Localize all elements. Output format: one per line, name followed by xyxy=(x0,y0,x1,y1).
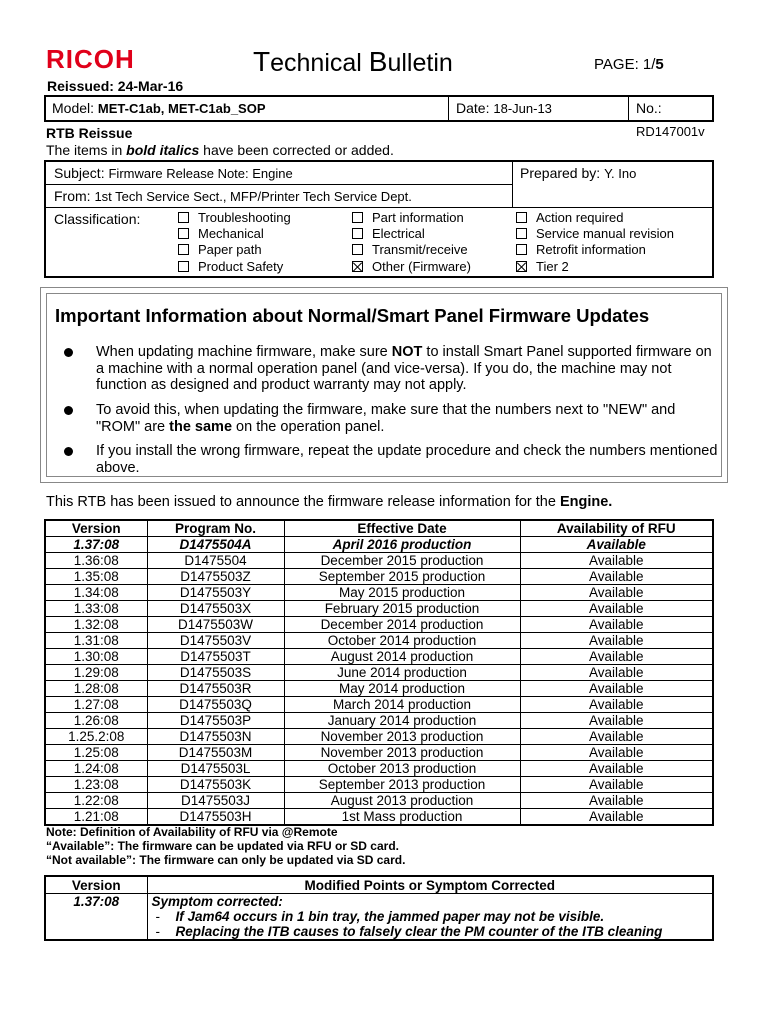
availability-cell: Available xyxy=(520,745,713,761)
version-cell: 1.37:08 xyxy=(45,894,147,941)
number-label: No.: xyxy=(636,100,662,116)
checkbox-label: Retrofit information xyxy=(536,242,646,257)
rfu-note-not-available: “Not available”: The firmware can only be updated via SD card. xyxy=(46,853,406,867)
checkbox-electrical[interactable] xyxy=(352,226,425,242)
effective-date-cell: August 2013 production xyxy=(284,793,520,809)
column-header: Availability of RFU xyxy=(520,520,713,537)
availability-cell: Available xyxy=(520,585,713,601)
effective-date-cell: September 2013 production xyxy=(284,777,520,793)
checkbox-action-required[interactable] xyxy=(516,210,623,226)
rtb-intro xyxy=(46,494,612,510)
version-cell: 1.25.2:08 xyxy=(45,729,147,745)
program-no-cell: D1475503R xyxy=(147,681,284,697)
checkbox-product-safety[interactable] xyxy=(178,259,283,275)
program-no-cell: D1475503T xyxy=(147,649,284,665)
availability-cell: Available xyxy=(520,649,713,665)
checkbox-label: Tier 2 xyxy=(536,259,569,274)
availability-cell: Available xyxy=(520,681,713,697)
date-value: 18-Jun-13 xyxy=(493,101,552,116)
table-row xyxy=(45,761,713,777)
bullet-item-1 xyxy=(64,344,714,396)
checkbox-icon xyxy=(352,244,363,255)
symptom-item xyxy=(152,909,709,924)
from-label: From: xyxy=(54,188,95,204)
checkbox-icon xyxy=(516,244,527,255)
checkbox-icon xyxy=(352,212,363,223)
table-row xyxy=(45,617,713,633)
checkbox-transmit-receive[interactable] xyxy=(352,242,468,258)
version-cell: 1.35:08 xyxy=(45,569,147,585)
document-title xyxy=(253,46,453,78)
checkbox-label: Mechanical xyxy=(198,226,264,241)
effective-date-cell: August 2014 production xyxy=(284,649,520,665)
bullet-text: to install Smart Panel supported firmware on a machine with a normal operation panel (and vice-versa). If you do, the machine may not function as designed and product warranty may not apply. xyxy=(96,344,712,393)
availability-cell: Available xyxy=(520,665,713,681)
version-cell: 1.26:08 xyxy=(45,713,147,729)
table-row xyxy=(45,809,713,826)
checkbox-label: Product Safety xyxy=(198,259,284,274)
important-heading: Important Information about Normal/Smart Panel Firmware Updates xyxy=(55,305,650,326)
availability-cell: Available xyxy=(520,777,713,793)
page-number xyxy=(594,56,664,73)
rfu-note-available: “Available”: The firmware can be updated via RFU or SD card. xyxy=(46,839,399,853)
version-cell: 1.28:08 xyxy=(45,681,147,697)
effective-date-cell: November 2013 production xyxy=(284,745,520,761)
effective-date-cell: April 2016 production xyxy=(284,537,520,553)
reissued-date: Reissued: 24-Mar-16 xyxy=(47,78,184,94)
column-header: Modified Points or Symptom Corrected xyxy=(147,876,713,894)
column-header: Effective Date xyxy=(284,520,520,537)
effective-date-cell: October 2013 production xyxy=(284,761,520,777)
effective-date-cell: November 2013 production xyxy=(284,729,520,745)
availability-cell: Available xyxy=(520,553,713,569)
subject-line xyxy=(54,165,293,181)
version-cell: 1.32:08 xyxy=(45,617,147,633)
number-value: RD147001v xyxy=(636,124,705,139)
intro-bold: Engine. xyxy=(559,494,613,510)
note-bold-italics: bold italics xyxy=(126,142,200,158)
table-row xyxy=(45,681,713,697)
program-no-cell: D1475503N xyxy=(147,729,284,745)
table-header-row xyxy=(45,520,713,537)
checkbox-other-firmware[interactable] xyxy=(352,259,471,275)
availability-cell: Available xyxy=(520,601,713,617)
version-cell: 1.29:08 xyxy=(45,665,147,681)
effective-date-cell: March 2014 production xyxy=(284,697,520,713)
version-table xyxy=(44,519,714,826)
version-cell: 1.34:08 xyxy=(45,585,147,601)
checkbox-label: Troubleshooting xyxy=(198,210,291,225)
version-cell: 1.25:08 xyxy=(45,745,147,761)
availability-cell: Available xyxy=(520,809,713,826)
checkbox-icon xyxy=(178,244,189,255)
checked-box-icon xyxy=(516,261,527,272)
subject-box xyxy=(44,160,714,278)
availability-cell: Available xyxy=(520,537,713,553)
program-no-cell: D1475503K xyxy=(147,777,284,793)
symptom-item xyxy=(152,924,709,939)
version-cell: 1.24:08 xyxy=(45,761,147,777)
availability-cell: Available xyxy=(520,617,713,633)
effective-date-cell: December 2015 production xyxy=(284,553,520,569)
model-value: MET-C1ab, MET-C1ab_SOP xyxy=(97,101,266,116)
checkbox-icon xyxy=(178,261,189,272)
effective-date-cell: September 2015 production xyxy=(284,569,520,585)
checkbox-troubleshooting[interactable] xyxy=(178,210,291,226)
version-cell: 1.30:08 xyxy=(45,649,147,665)
title-initial-t: T xyxy=(253,46,271,77)
table-row xyxy=(45,665,713,681)
table-row xyxy=(45,585,713,601)
availability-cell: Available xyxy=(520,569,713,585)
checkbox-paper-path[interactable] xyxy=(178,242,262,258)
column-header: Version xyxy=(45,520,147,537)
bullet-text: on the operation panel. xyxy=(232,418,385,435)
bullet-bold: the same xyxy=(169,418,233,435)
table-row xyxy=(45,713,713,729)
effective-date-cell: June 2014 production xyxy=(284,665,520,681)
subject-label: Subject: xyxy=(54,165,109,181)
column-header: Program No. xyxy=(147,520,284,537)
prepared-by xyxy=(520,165,636,181)
modified-points-table xyxy=(44,875,714,941)
title-initial-b: B xyxy=(368,46,388,77)
effective-date-cell: December 2014 production xyxy=(284,617,520,633)
availability-cell: Available xyxy=(520,697,713,713)
from-value: 1st Tech Service Sect., MFP/Printer Tech Service Dept. xyxy=(94,189,412,204)
table-row xyxy=(45,569,713,585)
bullet-text: If you install the wrong firmware, repeat the update procedure and check the numbers mentioned above. xyxy=(96,443,718,476)
table-row xyxy=(45,553,713,569)
availability-cell: Available xyxy=(520,633,713,649)
program-no-cell: D1475503L xyxy=(147,761,284,777)
date-label: Date: xyxy=(456,100,494,116)
version-cell: 1.31:08 xyxy=(45,633,147,649)
program-no-cell: D1475504 xyxy=(147,553,284,569)
version-cell: 1.37:08 xyxy=(45,537,147,553)
table-header-row xyxy=(45,876,713,894)
table-row xyxy=(45,697,713,713)
symptom-title: Symptom corrected: xyxy=(151,894,283,909)
table-row xyxy=(45,745,713,761)
page-total: 5 xyxy=(655,56,664,73)
checkbox-mechanical[interactable] xyxy=(178,226,264,242)
version-cell: 1.21:08 xyxy=(45,809,147,826)
checkbox-icon xyxy=(352,228,363,239)
symptom-text: If Jam64 occurs in 1 bin tray, the jammed paper may not be visible. xyxy=(175,909,605,924)
bullet-text: When updating machine firmware, make sure xyxy=(96,344,392,360)
program-no-cell: D1475503P xyxy=(147,713,284,729)
checkbox-label: Other (Firmware) xyxy=(372,259,471,274)
intro-text: This RTB has been issued to announce the firmware release information for the xyxy=(46,494,560,510)
classification-label: Classification: xyxy=(54,211,141,227)
ricoh-logo: RICOH xyxy=(46,44,135,74)
availability-cell: Available xyxy=(520,713,713,729)
table-row xyxy=(45,729,713,745)
availability-cell: Available xyxy=(520,793,713,809)
note-prefix: The items in xyxy=(46,142,127,158)
title-part-1: echnical xyxy=(270,49,369,77)
checkbox-label: Action required xyxy=(536,210,624,225)
availability-cell: Available xyxy=(520,761,713,777)
program-no-cell: D1475503V xyxy=(147,633,284,649)
checkbox-part-information[interactable] xyxy=(352,210,464,226)
checkbox-tier-2[interactable] xyxy=(516,259,569,275)
version-cell: 1.27:08 xyxy=(45,697,147,713)
bold-italics-note xyxy=(46,142,394,158)
bullet-icon xyxy=(64,348,73,357)
checked-box-icon xyxy=(352,261,363,272)
bullet-item-2 xyxy=(64,402,714,436)
symptom-cell xyxy=(147,894,713,941)
symptom-text: Replacing the ITB causes to falsely clear the PM counter of the ITB cleaning xyxy=(175,924,663,939)
number-cell xyxy=(630,97,714,139)
table-row xyxy=(45,894,713,941)
program-no-cell: D1475503W xyxy=(147,617,284,633)
rtb-reissue-heading: RTB Reissue xyxy=(46,125,133,141)
program-no-cell: D1475503X xyxy=(147,601,284,617)
effective-date-cell: May 2014 production xyxy=(284,681,520,697)
note-suffix: have been corrected or added. xyxy=(199,142,394,158)
page-label: PAGE: 1/ xyxy=(594,56,656,73)
checkbox-label: Paper path xyxy=(198,242,262,257)
program-no-cell: D1475503S xyxy=(147,665,284,681)
version-cell: 1.33:08 xyxy=(45,601,147,617)
table-row xyxy=(45,601,713,617)
dash: - xyxy=(155,909,160,924)
prepared-label: Prepared by: xyxy=(520,165,605,181)
program-no-cell: D1475503M xyxy=(147,745,284,761)
availability-cell: Available xyxy=(520,729,713,745)
effective-date-cell: May 2015 production xyxy=(284,585,520,601)
checkbox-label: Electrical xyxy=(372,226,425,241)
checkbox-label: Part information xyxy=(372,210,464,225)
program-no-cell: D1475503Q xyxy=(147,697,284,713)
bullet-icon xyxy=(64,406,73,415)
checkbox-icon xyxy=(516,212,527,223)
effective-date-cell: October 2014 production xyxy=(284,633,520,649)
important-info-box xyxy=(40,287,728,483)
checkbox-service-manual-revision[interactable] xyxy=(516,226,674,242)
checkbox-icon xyxy=(178,228,189,239)
effective-date-cell: January 2014 production xyxy=(284,713,520,729)
bullet-icon xyxy=(64,447,73,456)
prepared-value: Y. Ino xyxy=(604,166,637,181)
version-cell: 1.23:08 xyxy=(45,777,147,793)
checkbox-retrofit-information[interactable] xyxy=(516,242,646,258)
rfu-note-title: Note: Definition of Availability of RFU via @Remote xyxy=(46,825,338,839)
table-row xyxy=(45,537,713,553)
program-no-cell: D1475503H xyxy=(147,809,284,826)
dash: - xyxy=(155,924,160,939)
effective-date-cell: February 2015 production xyxy=(284,601,520,617)
program-no-cell: D1475503J xyxy=(147,793,284,809)
version-cell: 1.22:08 xyxy=(45,793,147,809)
program-no-cell: D1475504A xyxy=(147,537,284,553)
column-header: Version xyxy=(45,876,147,894)
table-row xyxy=(45,793,713,809)
checkbox-label: Transmit/receive xyxy=(372,242,468,257)
table-row xyxy=(45,777,713,793)
table-row xyxy=(45,649,713,665)
checkbox-icon xyxy=(178,212,189,223)
model-cell xyxy=(46,97,448,120)
checkbox-label: Service manual revision xyxy=(536,226,675,241)
bullet-text: To avoid this, when updating the firmware, make sure that the numbers next to "NEW" and "ROM" are xyxy=(96,402,676,435)
table-row xyxy=(45,633,713,649)
program-no-cell: D1475503Y xyxy=(147,585,284,601)
from-line xyxy=(54,188,412,204)
checkbox-icon xyxy=(516,228,527,239)
bullet-bold: NOT xyxy=(391,344,423,360)
program-no-cell: D1475503Z xyxy=(147,569,284,585)
model-label: Model: xyxy=(52,100,98,116)
subject-value: Firmware Release Note: Engine xyxy=(108,166,293,181)
bullet-item-3 xyxy=(64,443,718,477)
title-part-2: ulletin xyxy=(387,49,453,77)
effective-date-cell: 1st Mass production xyxy=(284,809,520,826)
date-cell xyxy=(450,97,628,120)
version-cell: 1.36:08 xyxy=(45,553,147,569)
